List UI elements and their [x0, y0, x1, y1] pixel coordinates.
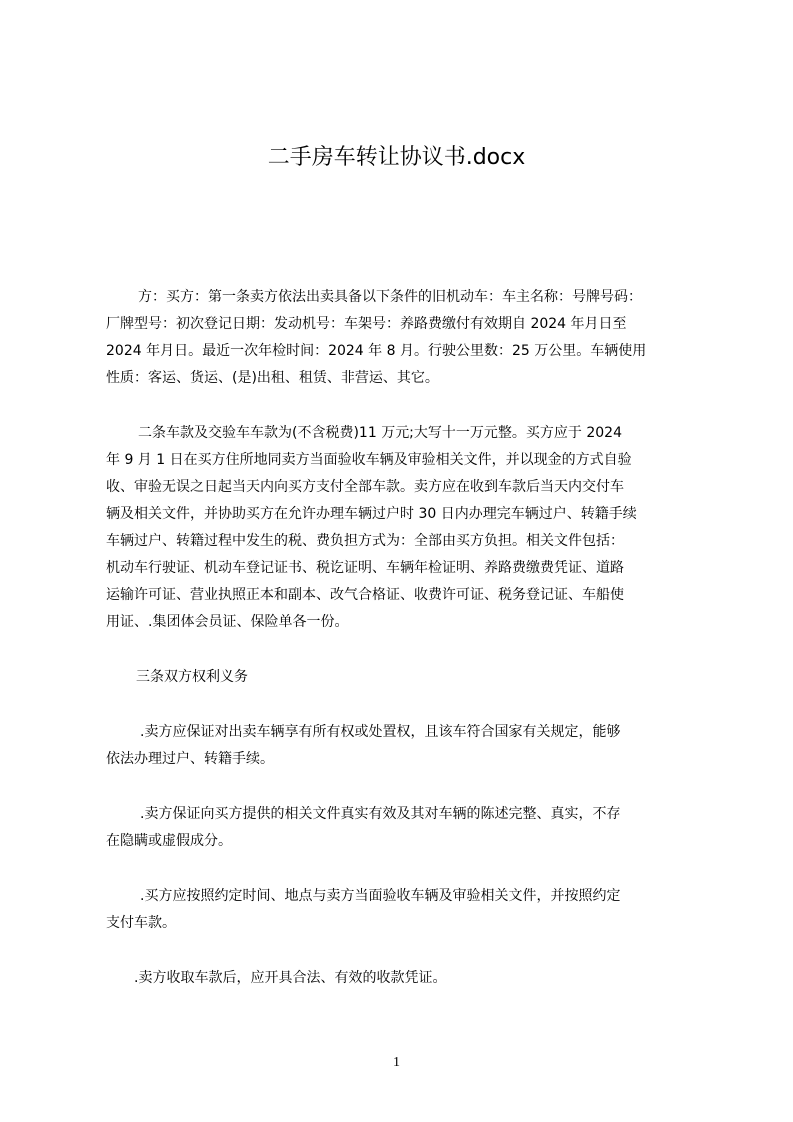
text-line: 车辆过户、转籍过程中发生的税、费负担方式为：全部由买方负担。相关文件包括：	[106, 533, 624, 549]
paragraph-seller-ownership	[106, 719, 698, 773]
text-line: .卖方收取车款后，应开具合法、有效的收款凭证。	[134, 970, 447, 986]
page-number: 1	[393, 1055, 400, 1070]
section-heading-rights-obligations	[106, 664, 698, 691]
paragraph-seller-receipt	[106, 965, 698, 992]
text-line: 机动车行驶证、机动车登记证书、税讫证明、车辆年检证明、养路费缴费凭证、道路	[106, 560, 624, 576]
text-line: .卖方保证向买方提供的相关文件真实有效及其对车辆的陈述完整、真实，不存	[140, 806, 621, 822]
text-line: .卖方应保证对出卖车辆享有所有权或处置权，且该车符合国家有关规定，能够	[140, 724, 621, 740]
text-line: 年 9 月 1 日在买方住所地同卖方当面验收车辆及审验相关文件，并以现金的方式自验	[106, 452, 632, 468]
text-line: 在隐瞒或虚假成分。	[106, 833, 232, 849]
paragraph-parties-vehicle-info	[106, 284, 698, 392]
text-line: 二条车款及交验车车款为(不含税费)11 万元;大写十一万元整。买方应于 2024	[138, 425, 622, 441]
document-body	[106, 284, 698, 1020]
text-line: 运输许可证、营业执照正本和副本、改气合格证、收费许可证、税务登记证、车船使	[106, 587, 624, 603]
text-line: 性质：客运、货运、(是)出租、租赁、非营运、其它。	[106, 370, 439, 386]
paragraph-payment-delivery	[106, 420, 698, 636]
document-title: 二手房车转让协议书.docx	[267, 145, 526, 170]
text-line: .买方应按照约定时间、地点与卖方当面验收车辆及审验相关文件，并按照约定	[140, 888, 621, 904]
text-line: 厂牌型号：初次登记日期：发动机号：车架号：养路费缴付有效期自 2024 年月日至	[106, 316, 627, 332]
text-line: 方：买方：第一条卖方依法出卖具备以下条件的旧机动车：车主名称：号牌号码：	[138, 289, 642, 305]
text-line: 用证、.集团体会员证、保险单各一份。	[106, 614, 349, 630]
text-line: 支付车款。	[106, 915, 176, 931]
text-line: 辆及相关文件，并协助买方在允许办理车辆过户时 30 日内办理完车辆过户、转籍手续	[106, 506, 637, 522]
paragraph-buyer-inspection	[106, 883, 698, 937]
paragraph-seller-documents	[106, 801, 698, 855]
text-line: 三条双方权利义务	[136, 669, 248, 685]
text-line: 收、审验无误之日起当天内向买方支付全部车款。卖方应在收到车款后当天内交付车	[106, 479, 624, 495]
text-line: 2024 年月日。最近一次年检时间：2024 年 8 月。行驶公里数：25 万公里。车辆使用	[106, 343, 647, 359]
text-line: 依法办理过户、转籍手续。	[106, 751, 274, 767]
